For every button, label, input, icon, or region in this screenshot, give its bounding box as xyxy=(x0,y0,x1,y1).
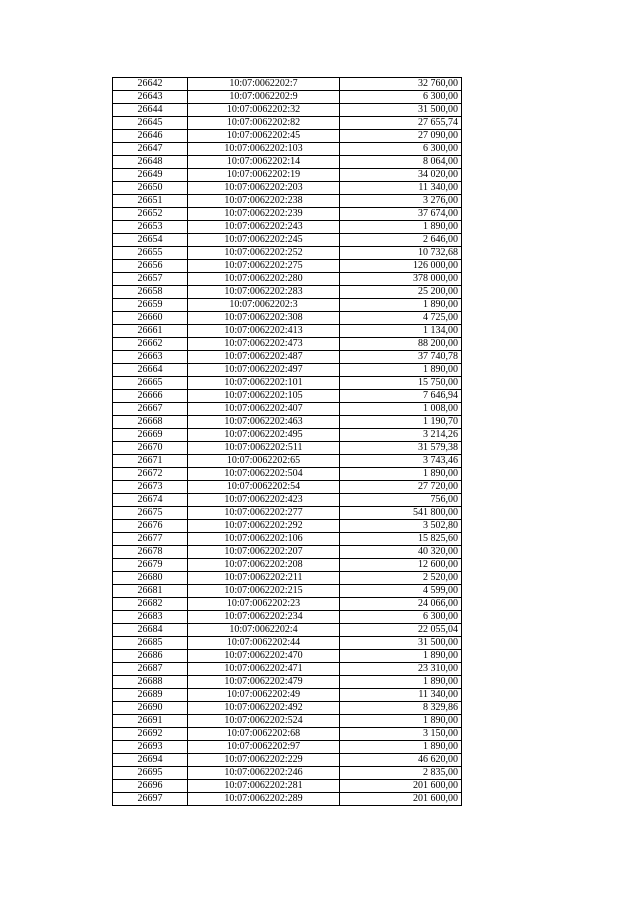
cadastral-number-cell: 10:07:0062202:7 xyxy=(188,78,340,91)
cadastral-number-cell: 10:07:0062202:492 xyxy=(188,702,340,715)
cadastral-number-cell: 10:07:0062202:407 xyxy=(188,403,340,416)
cadastral-number-cell: 10:07:0062202:49 xyxy=(188,689,340,702)
cadastral-number-cell: 10:07:0062202:105 xyxy=(188,390,340,403)
cadastral-number-cell: 10:07:0062202:203 xyxy=(188,182,340,195)
cadastral-number-cell: 10:07:0062202:97 xyxy=(188,741,340,754)
row-id-cell: 26656 xyxy=(113,260,188,273)
amount-cell: 1 890,00 xyxy=(340,650,462,663)
row-id-cell: 26647 xyxy=(113,143,188,156)
amount-cell: 32 760,00 xyxy=(340,78,462,91)
table-row xyxy=(113,624,462,637)
amount-cell: 756,00 xyxy=(340,494,462,507)
table-row xyxy=(113,364,462,377)
amount-cell: 10 732,68 xyxy=(340,247,462,260)
table-row xyxy=(113,247,462,260)
row-id-cell: 26660 xyxy=(113,312,188,325)
amount-cell: 11 340,00 xyxy=(340,182,462,195)
amount-cell: 7 646,94 xyxy=(340,390,462,403)
amount-cell: 40 320,00 xyxy=(340,546,462,559)
amount-cell: 201 600,00 xyxy=(340,793,462,806)
table-row xyxy=(113,299,462,312)
amount-cell: 12 600,00 xyxy=(340,559,462,572)
row-id-cell: 26674 xyxy=(113,494,188,507)
amount-cell: 3 150,00 xyxy=(340,728,462,741)
row-id-cell: 26690 xyxy=(113,702,188,715)
row-id-cell: 26688 xyxy=(113,676,188,689)
amount-cell: 31 500,00 xyxy=(340,104,462,117)
amount-cell: 1 134,00 xyxy=(340,325,462,338)
amount-cell: 6 300,00 xyxy=(340,611,462,624)
row-id-cell: 26658 xyxy=(113,286,188,299)
table-row xyxy=(113,559,462,572)
cadastral-number-cell: 10:07:0062202:497 xyxy=(188,364,340,377)
table-row xyxy=(113,351,462,364)
cadastral-number-cell: 10:07:0062202:413 xyxy=(188,325,340,338)
row-id-cell: 26676 xyxy=(113,520,188,533)
amount-cell: 15 825,60 xyxy=(340,533,462,546)
row-id-cell: 26671 xyxy=(113,455,188,468)
row-id-cell: 26695 xyxy=(113,767,188,780)
table-row xyxy=(113,598,462,611)
cadastral-number-cell: 10:07:0062202:473 xyxy=(188,338,340,351)
cadastral-number-cell: 10:07:0062202:106 xyxy=(188,533,340,546)
cadastral-number-cell: 10:07:0062202:239 xyxy=(188,208,340,221)
row-id-cell: 26644 xyxy=(113,104,188,117)
cadastral-number-cell: 10:07:0062202:215 xyxy=(188,585,340,598)
amount-cell: 11 340,00 xyxy=(340,689,462,702)
cadastral-number-cell: 10:07:0062202:9 xyxy=(188,91,340,104)
table-row xyxy=(113,104,462,117)
cadastral-number-cell: 10:07:0062202:281 xyxy=(188,780,340,793)
row-id-cell: 26696 xyxy=(113,780,188,793)
cadastral-number-cell: 10:07:0062202:495 xyxy=(188,429,340,442)
amount-cell: 2 646,00 xyxy=(340,234,462,247)
table-row xyxy=(113,455,462,468)
amount-cell: 1 190,70 xyxy=(340,416,462,429)
row-id-cell: 26667 xyxy=(113,403,188,416)
amount-cell: 1 890,00 xyxy=(340,741,462,754)
table-row xyxy=(113,793,462,806)
ledger-body xyxy=(113,78,462,806)
table-row xyxy=(113,429,462,442)
row-id-cell: 26680 xyxy=(113,572,188,585)
amount-cell: 2 835,00 xyxy=(340,767,462,780)
amount-cell: 37 674,00 xyxy=(340,208,462,221)
cadastral-number-cell: 10:07:0062202:280 xyxy=(188,273,340,286)
table-row xyxy=(113,728,462,741)
row-id-cell: 26662 xyxy=(113,338,188,351)
row-id-cell: 26652 xyxy=(113,208,188,221)
amount-cell: 15 750,00 xyxy=(340,377,462,390)
table-row xyxy=(113,195,462,208)
table-row xyxy=(113,208,462,221)
cadastral-number-cell: 10:07:0062202:277 xyxy=(188,507,340,520)
cadastral-number-cell: 10:07:0062202:308 xyxy=(188,312,340,325)
row-id-cell: 26684 xyxy=(113,624,188,637)
amount-cell: 27 720,00 xyxy=(340,481,462,494)
cadastral-number-cell: 10:07:0062202:208 xyxy=(188,559,340,572)
cadastral-number-cell: 10:07:0062202:275 xyxy=(188,260,340,273)
cadastral-number-cell: 10:07:0062202:44 xyxy=(188,637,340,650)
row-id-cell: 26691 xyxy=(113,715,188,728)
cadastral-number-cell: 10:07:0062202:524 xyxy=(188,715,340,728)
table-row xyxy=(113,481,462,494)
table-row xyxy=(113,494,462,507)
cadastral-number-cell: 10:07:0062202:229 xyxy=(188,754,340,767)
table-row xyxy=(113,585,462,598)
amount-cell: 1 890,00 xyxy=(340,221,462,234)
row-id-cell: 26651 xyxy=(113,195,188,208)
cadastral-number-cell: 10:07:0062202:103 xyxy=(188,143,340,156)
cadastral-number-cell: 10:07:0062202:471 xyxy=(188,663,340,676)
table-row xyxy=(113,533,462,546)
cadastral-number-cell: 10:07:0062202:3 xyxy=(188,299,340,312)
amount-cell: 34 020,00 xyxy=(340,169,462,182)
row-id-cell: 26682 xyxy=(113,598,188,611)
amount-cell: 1 890,00 xyxy=(340,715,462,728)
amount-cell: 541 800,00 xyxy=(340,507,462,520)
amount-cell: 201 600,00 xyxy=(340,780,462,793)
table-row xyxy=(113,702,462,715)
table-row xyxy=(113,91,462,104)
table-row xyxy=(113,78,462,91)
amount-cell: 2 520,00 xyxy=(340,572,462,585)
row-id-cell: 26683 xyxy=(113,611,188,624)
row-id-cell: 26694 xyxy=(113,754,188,767)
table-row xyxy=(113,221,462,234)
cadastral-number-cell: 10:07:0062202:504 xyxy=(188,468,340,481)
cadastral-number-cell: 10:07:0062202:207 xyxy=(188,546,340,559)
document-page xyxy=(112,77,462,806)
table-row xyxy=(113,507,462,520)
amount-cell: 22 055,04 xyxy=(340,624,462,637)
amount-cell: 27 655,74 xyxy=(340,117,462,130)
row-id-cell: 26675 xyxy=(113,507,188,520)
amount-cell: 6 300,00 xyxy=(340,143,462,156)
table-row xyxy=(113,169,462,182)
amount-cell: 1 890,00 xyxy=(340,676,462,689)
row-id-cell: 26678 xyxy=(113,546,188,559)
cadastral-number-cell: 10:07:0062202:234 xyxy=(188,611,340,624)
amount-cell: 46 620,00 xyxy=(340,754,462,767)
row-id-cell: 26659 xyxy=(113,299,188,312)
cadastral-number-cell: 10:07:0062202:54 xyxy=(188,481,340,494)
amount-cell: 6 300,00 xyxy=(340,91,462,104)
cadastral-number-cell: 10:07:0062202:19 xyxy=(188,169,340,182)
table-row xyxy=(113,182,462,195)
amount-cell: 4 599,00 xyxy=(340,585,462,598)
amount-cell: 1 890,00 xyxy=(340,299,462,312)
table-row xyxy=(113,611,462,624)
table-row xyxy=(113,637,462,650)
cadastral-number-cell: 10:07:0062202:463 xyxy=(188,416,340,429)
row-id-cell: 26645 xyxy=(113,117,188,130)
row-id-cell: 26679 xyxy=(113,559,188,572)
cadastral-number-cell: 10:07:0062202:14 xyxy=(188,156,340,169)
amount-cell: 24 066,00 xyxy=(340,598,462,611)
amount-cell: 4 725,00 xyxy=(340,312,462,325)
row-id-cell: 26664 xyxy=(113,364,188,377)
row-id-cell: 26661 xyxy=(113,325,188,338)
table-row xyxy=(113,117,462,130)
row-id-cell: 26653 xyxy=(113,221,188,234)
row-id-cell: 26668 xyxy=(113,416,188,429)
table-row xyxy=(113,689,462,702)
amount-cell: 3 502,80 xyxy=(340,520,462,533)
row-id-cell: 26655 xyxy=(113,247,188,260)
cadastral-number-cell: 10:07:0062202:470 xyxy=(188,650,340,663)
table-row xyxy=(113,312,462,325)
table-row xyxy=(113,286,462,299)
amount-cell: 1 890,00 xyxy=(340,364,462,377)
table-row xyxy=(113,234,462,247)
table-row xyxy=(113,676,462,689)
row-id-cell: 26654 xyxy=(113,234,188,247)
table-row xyxy=(113,325,462,338)
amount-cell: 23 310,00 xyxy=(340,663,462,676)
cadastral-number-cell: 10:07:0062202:45 xyxy=(188,130,340,143)
cadastral-number-cell: 10:07:0062202:289 xyxy=(188,793,340,806)
row-id-cell: 26646 xyxy=(113,130,188,143)
table-row xyxy=(113,572,462,585)
table-row xyxy=(113,754,462,767)
row-id-cell: 26643 xyxy=(113,91,188,104)
table-row xyxy=(113,377,462,390)
row-id-cell: 26665 xyxy=(113,377,188,390)
cadastral-number-cell: 10:07:0062202:246 xyxy=(188,767,340,780)
cadastral-number-cell: 10:07:0062202:252 xyxy=(188,247,340,260)
cadastral-number-cell: 10:07:0062202:487 xyxy=(188,351,340,364)
cadastral-number-cell: 10:07:0062202:68 xyxy=(188,728,340,741)
row-id-cell: 26687 xyxy=(113,663,188,676)
row-id-cell: 26677 xyxy=(113,533,188,546)
table-row xyxy=(113,260,462,273)
row-id-cell: 26692 xyxy=(113,728,188,741)
amount-cell: 31 579,38 xyxy=(340,442,462,455)
cadastral-number-cell: 10:07:0062202:245 xyxy=(188,234,340,247)
table-row xyxy=(113,130,462,143)
amount-cell: 31 500,00 xyxy=(340,637,462,650)
cadastral-number-cell: 10:07:0062202:423 xyxy=(188,494,340,507)
table-row xyxy=(113,715,462,728)
table-row xyxy=(113,273,462,286)
row-id-cell: 26669 xyxy=(113,429,188,442)
table-row xyxy=(113,156,462,169)
table-row xyxy=(113,143,462,156)
table-row xyxy=(113,741,462,754)
table-row xyxy=(113,468,462,481)
table-row xyxy=(113,546,462,559)
ledger-table xyxy=(112,77,462,806)
amount-cell: 37 740,78 xyxy=(340,351,462,364)
amount-cell: 1 008,00 xyxy=(340,403,462,416)
table-row xyxy=(113,767,462,780)
row-id-cell: 26642 xyxy=(113,78,188,91)
table-row xyxy=(113,780,462,793)
cadastral-number-cell: 10:07:0062202:23 xyxy=(188,598,340,611)
cadastral-number-cell: 10:07:0062202:101 xyxy=(188,377,340,390)
table-row xyxy=(113,416,462,429)
row-id-cell: 26693 xyxy=(113,741,188,754)
row-id-cell: 26670 xyxy=(113,442,188,455)
amount-cell: 3 743,46 xyxy=(340,455,462,468)
amount-cell: 3 214,26 xyxy=(340,429,462,442)
cadastral-number-cell: 10:07:0062202:82 xyxy=(188,117,340,130)
amount-cell: 3 276,00 xyxy=(340,195,462,208)
row-id-cell: 26681 xyxy=(113,585,188,598)
table-row xyxy=(113,520,462,533)
table-row xyxy=(113,338,462,351)
table-row xyxy=(113,403,462,416)
row-id-cell: 26650 xyxy=(113,182,188,195)
row-id-cell: 26673 xyxy=(113,481,188,494)
cadastral-number-cell: 10:07:0062202:4 xyxy=(188,624,340,637)
row-id-cell: 26697 xyxy=(113,793,188,806)
row-id-cell: 26685 xyxy=(113,637,188,650)
row-id-cell: 26689 xyxy=(113,689,188,702)
table-row xyxy=(113,442,462,455)
amount-cell: 27 090,00 xyxy=(340,130,462,143)
row-id-cell: 26666 xyxy=(113,390,188,403)
row-id-cell: 26663 xyxy=(113,351,188,364)
cadastral-number-cell: 10:07:0062202:243 xyxy=(188,221,340,234)
amount-cell: 8 329,86 xyxy=(340,702,462,715)
table-row xyxy=(113,390,462,403)
amount-cell: 378 000,00 xyxy=(340,273,462,286)
cadastral-number-cell: 10:07:0062202:238 xyxy=(188,195,340,208)
row-id-cell: 26657 xyxy=(113,273,188,286)
cadastral-number-cell: 10:07:0062202:211 xyxy=(188,572,340,585)
row-id-cell: 26686 xyxy=(113,650,188,663)
amount-cell: 25 200,00 xyxy=(340,286,462,299)
cadastral-number-cell: 10:07:0062202:511 xyxy=(188,442,340,455)
row-id-cell: 26672 xyxy=(113,468,188,481)
cadastral-number-cell: 10:07:0062202:65 xyxy=(188,455,340,468)
cadastral-number-cell: 10:07:0062202:283 xyxy=(188,286,340,299)
amount-cell: 126 000,00 xyxy=(340,260,462,273)
amount-cell: 88 200,00 xyxy=(340,338,462,351)
amount-cell: 8 064,00 xyxy=(340,156,462,169)
row-id-cell: 26649 xyxy=(113,169,188,182)
cadastral-number-cell: 10:07:0062202:479 xyxy=(188,676,340,689)
row-id-cell: 26648 xyxy=(113,156,188,169)
cadastral-number-cell: 10:07:0062202:32 xyxy=(188,104,340,117)
cadastral-number-cell: 10:07:0062202:292 xyxy=(188,520,340,533)
table-row xyxy=(113,663,462,676)
amount-cell: 1 890,00 xyxy=(340,468,462,481)
table-row xyxy=(113,650,462,663)
